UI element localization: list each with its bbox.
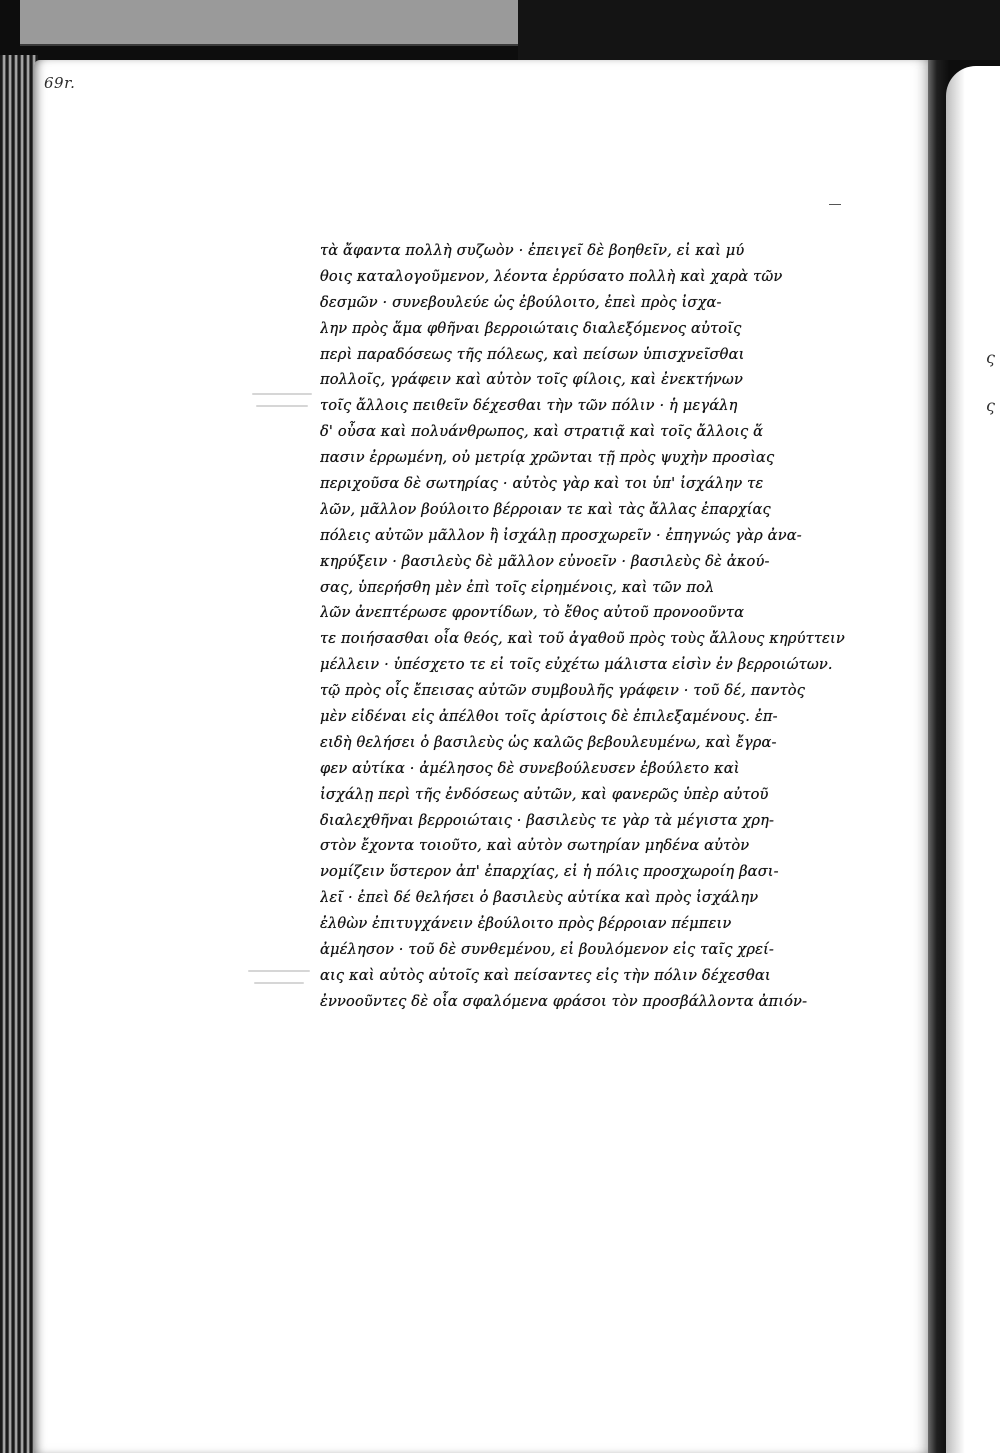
top-gray-strip	[20, 0, 518, 46]
manuscript-line: διαλεχθῆναι βερροιώταις · βασιλεὺς τε γὰρ τὰ μέγιστα χρη-	[320, 811, 775, 829]
manuscript-line: νομίζειν ὕστερον ἀπ' ἐπαρχίας, εἰ ἡ πόλις προσχωροίη βασι-	[320, 863, 779, 881]
show-through-mark	[254, 982, 304, 984]
facing-page-mark: ς	[986, 348, 995, 367]
manuscript-line: περὶ παραδόσεως τῆς πόλεως, καὶ πείσων ὑπισχνεῖσθαι	[320, 345, 745, 363]
manuscript-line: λῶν, μᾶλλον βούλοιτο βέρροιαν τε καὶ τὰς ἄλλας ἐπαρχίας	[320, 500, 771, 518]
manuscript-line: τε ποιήσασθαι οἷα θεός, καὶ τοῦ ἀγαθοῦ πρὸς τοὺς ἄλλους κηρύττειν	[320, 630, 845, 648]
manuscript-line: φεν αὐτίκα · ἀμέλησος δὲ συνεβούλευσεν ἐβούλετο καὶ	[320, 759, 740, 777]
top-dark-band	[518, 0, 1000, 60]
manuscript-line: πόλεις αὐτῶν μᾶλλον ἢ ἰσχάλῃ προσχωρεῖν · ἐπηγνώς γὰρ ἀνα-	[320, 526, 802, 544]
manuscript-line: τοῖς ἄλλοις πειθεῖν δέχεσθαι τὴν τῶν πόλιν · ἡ μεγάλη	[320, 397, 738, 415]
show-through-mark	[256, 405, 308, 407]
manuscript-line: πολλοῖς, γράφειν καὶ αὐτὸν τοῖς φίλοις, καὶ ἐνεκτήνων	[320, 371, 744, 389]
facing-page-mark: ς	[986, 396, 995, 415]
manuscript-line: ἀμέλησον · τοῦ δὲ συνθεμένου, εἰ βουλόμενον εἰς ταῖς χρεί-	[320, 941, 775, 959]
manuscript-line: ἐλθὼν ἐπιτυγχάνειν ἐβούλοιτο πρὸς βέρροιαν πέμπειν	[320, 915, 732, 933]
manuscript-line: σας, ὑπερήσθη μὲν ἐπὶ τοῖς εἰρημένοις, καὶ τῶν πολ	[320, 578, 715, 596]
manuscript-line: δεσμῶν · συνεβουλεύε ὡς ἐβούλοιτο, ἐπεὶ πρὸς ἰσχα-	[320, 293, 722, 311]
facing-page-edge	[946, 66, 1000, 1453]
manuscript-line: πασιν ἐρρωμένη, οὐ μετρίᾳ χρῶνται τῇ πρὸς ψυχὴν προσὶας	[320, 449, 775, 467]
manuscript-line: ειδὴ θελήσει ὁ βασιλεὺς ὡς καλῶς βεβουλευμένω, καὶ ἔγρα-	[320, 733, 777, 751]
show-through-mark	[248, 970, 310, 972]
manuscript-line: στὸν ἔχοντα τοιοῦτο, καὶ αὐτὸν σωτηρίαν μηδένα αὐτὸν	[320, 837, 750, 855]
manuscript-line: ἐννοοῦντες δὲ οἷα σφαλόμενα φράσοι τὸν προσβάλλοντα ἀπιόν-	[320, 992, 808, 1010]
manuscript-line: ἰσχάλῃ περὶ τῆς ἐνδόσεως αὐτῶν, καὶ φανερῶς ὑπὲρ αὐτοῦ	[320, 785, 769, 803]
stacked-page-edges	[0, 55, 38, 1453]
manuscript-line: μὲν εἰδέναι εἰς ἀπέλθοι τοῖς ἀρίστοις δὲ ἐπιλεξαμένους. ἐπ-	[320, 708, 778, 726]
manuscript-line: θοις καταλογοῦμενον, λέοντα ἐρρύσατο πολλὴ καὶ χαρὰ τῶν	[320, 267, 783, 285]
manuscript-line: τὰ ἄφαντα πολλὴ συζωὸν · ἐπειγεῖ δὲ βοηθεῖν, εἰ καὶ μύ	[320, 242, 745, 259]
manuscript-line: μέλλειν · ὑπέσχετο τε εἰ τοῖς εὐχέτω μάλιστα εἰσὶν ἐν βερροιώτων.	[320, 656, 833, 674]
manuscript-line: λεῖ · ἐπεὶ δέ θελήσει ὁ βασιλεὺς αὐτίκα καὶ πρὸς ἰσχάλην	[320, 889, 759, 907]
manuscript-line: περιχοῦσα δὲ σωτηρίας · αὐτὸς γὰρ καὶ τοι ὑπ' ἰσχάλην τε	[320, 475, 764, 493]
manuscript-line: αις καὶ αὐτὸς αὐτοῖς καὶ πείσαντες εἰς τὴν πόλιν δέχεσθαι	[320, 966, 771, 984]
folio-number: 69r.	[44, 74, 76, 92]
manuscript-line: τῷ πρὸς οἷς ἔπεισας αὐτῶν συμβουλῆς γράφειν · τοῦ δέ, παντὸς	[320, 682, 806, 700]
manuscript-line: λην πρὸς ἅμα φθῆναι βερροιώταις διαλεξόμενος αὐτοῖς	[320, 319, 742, 337]
show-through-mark	[252, 393, 312, 395]
manuscript-text-block	[320, 238, 868, 1015]
manuscript-line: κηρύξειν · βασιλεὺς δὲ μᾶλλον εὐνοεῖν · βασιλεὺς δὲ ἀκού-	[320, 552, 770, 570]
manuscript-line: δ' οὖσα καὶ πολυάνθρωπος, καὶ στρατιᾷ καὶ τοῖς ἄλλοις ἅ	[320, 423, 764, 441]
manuscript-page	[34, 60, 934, 1453]
manuscript-line: λῶν ἀνεπτέρωσε φροντίδων, τὸ ἔθος αὐτοῦ προνοοῦντα	[320, 604, 745, 622]
ruling-mark	[829, 204, 841, 205]
